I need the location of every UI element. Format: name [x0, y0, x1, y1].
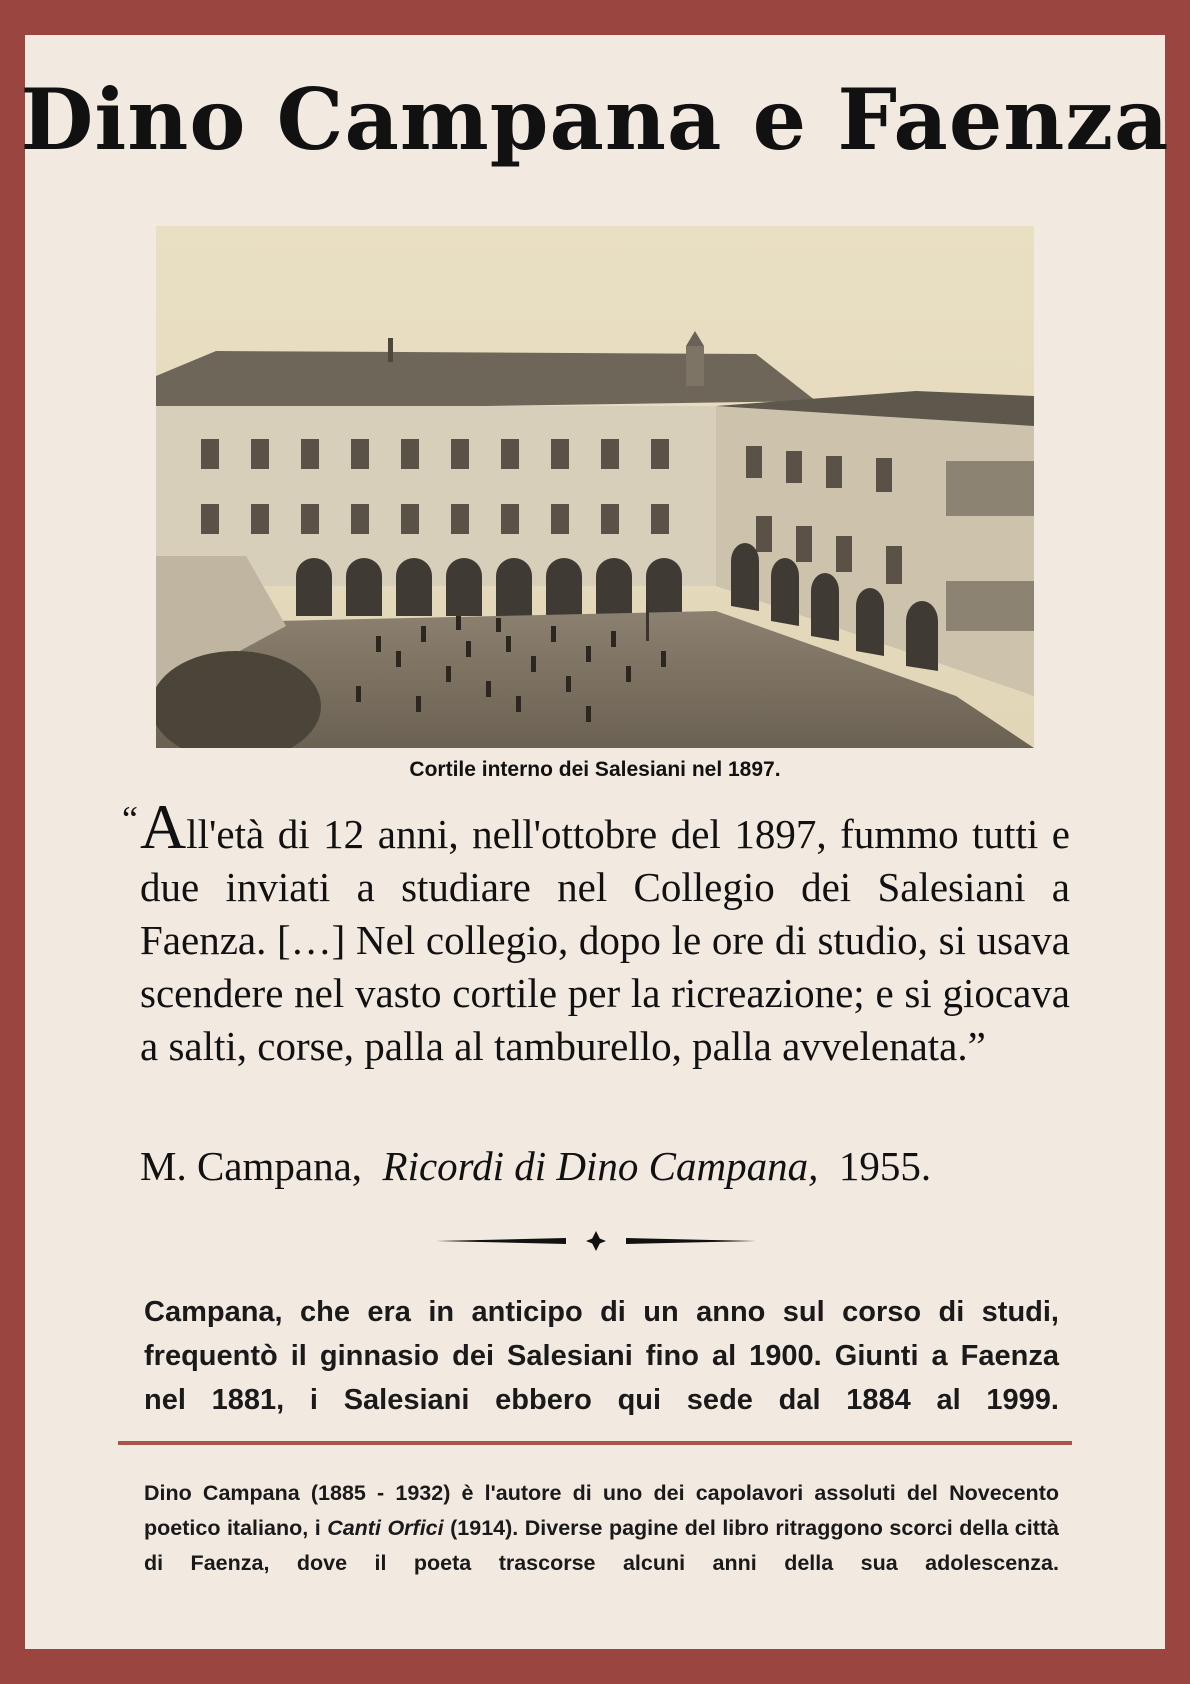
poster-title: Dino Campana e Faenza: [20, 70, 1170, 169]
courtyard-photo-illustration: [156, 226, 1034, 748]
attribution-year: 1955.: [838, 1143, 932, 1189]
photo-caption: Cortile interno dei Salesiani nel 1897.: [409, 758, 781, 781]
footer-text-2: (1914). Diverse pagine del libro ritraggono scorci della città di Faenza, dove il poeta trascorse alcuni anni della sua adolescenza.: [144, 1516, 1059, 1575]
quote-open-mark: “: [122, 799, 138, 839]
attribution-author: M. Campana,: [140, 1143, 363, 1189]
historical-photo: [156, 226, 1034, 748]
ornament-divider: [436, 1226, 756, 1256]
footer-text-1: Dino Campana (1885 - 1932) è l'autore di uno dei capolavori assoluti del Novecento poetico italiano, i: [144, 1481, 1059, 1540]
quote-dropcap: A: [140, 791, 187, 862]
divider-rule: [118, 1441, 1072, 1445]
footer-work-title: Canti Orfici: [327, 1516, 444, 1540]
quote-body: ll'età di 12 anni, nell'ottobre del 1897, fummo tutti e due inviati a studiare nel Collegio dei Salesiani a Faenza. […] Nel collegio, dopo le ore di studio, si usava scendere nel vasto cortile per la ricreazione; e si giocava a salti, corse, palla al tamburello, palla avvelenata.”: [140, 811, 1070, 1069]
attribution-work: Ricordi di Dino Campana,: [382, 1143, 819, 1189]
footer-paragraph: [144, 1476, 1059, 1581]
info-paragraph: Campana, che era in anticipo di un anno sul corso di studi, frequentò il ginnasio dei Salesiani fino al 1900. Giunti a Faenza nel 1881, i Salesiani ebbero qui sede dal 1884 al 1999.: [144, 1296, 1059, 1416]
quote-text: [140, 791, 1070, 1073]
quote-attribution: [140, 1142, 1070, 1190]
